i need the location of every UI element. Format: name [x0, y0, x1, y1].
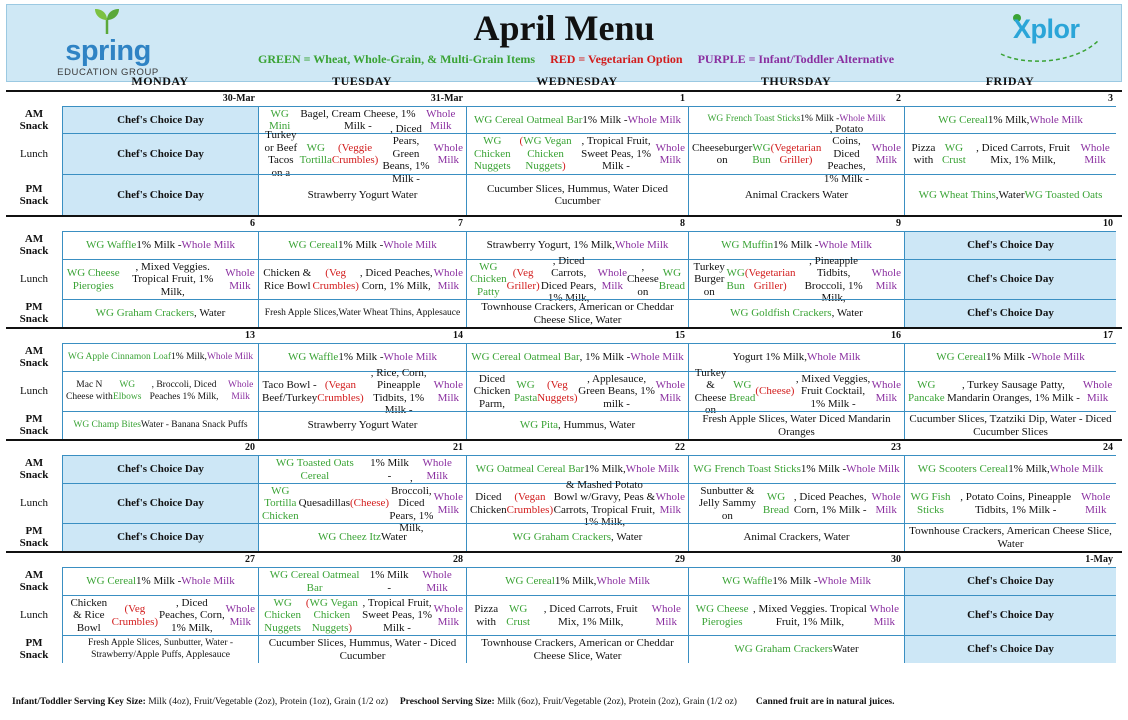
meal-cell-lunch: Taco Bowl - Beef/Turkey (Vegan Crumbles) , Rice, Corn, Pineapple Tidbits, 1% Milk - Whole Milk	[258, 371, 466, 411]
am-row-label: AM Snack	[19, 107, 49, 132]
meal-cell-pm: Cucumber Slices, Tzatziki Dip, Water - Diced Cucumber Slices	[904, 411, 1116, 439]
meal-cell-lunch: WG Tortilla Chicken Quesadillas (Cheese) , Broccoli, Diced Pears, 1% Milk, Whole Milk	[258, 483, 466, 523]
meal-cell-lunch: Pizza with WG Crust , Diced Carrots, Fruit Mix, 1% Milk, Whole Milk	[904, 133, 1116, 174]
lunch-row-label: Lunch	[19, 609, 49, 621]
meal-cell-am: WG Scooters Cereal 1% Milk, Whole Milk	[904, 455, 1116, 483]
meal-cell-am: Chef's Choice Day	[62, 106, 258, 133]
meal-cell-pm: WG Wheat Thins ,Water WG Toasted Oats	[904, 174, 1116, 215]
xplor-logo	[995, 10, 1105, 66]
date-label: 30	[891, 554, 901, 565]
lunch-row-label: Lunch	[19, 147, 49, 160]
meal-cell-lunch: WG Cheese Pierogies , Mixed Veggies. Tropical Fruit, 1% Milk, Whole Milk	[688, 595, 904, 635]
meal-cell-lunch: Chicken & Rice Bowl (Veg Crumbles) , Diced Peaches, Corn, 1% Milk, Whole Milk	[62, 595, 258, 635]
xplor-logo-word: Xplor	[1013, 14, 1080, 44]
date-label: 28	[453, 554, 463, 565]
am-row-label: AM Snack	[19, 569, 49, 593]
meal-cell-pm: WG Champ Bites Water - Banana Snack Puffs	[62, 411, 258, 439]
serving-size-footer	[12, 697, 1122, 707]
meal-cell-am: WG Cereal Oatmeal Bar 1% Milk - Whole Milk	[466, 106, 688, 133]
meal-cell-pm: Chef's Choice Day	[904, 299, 1116, 327]
menu-calendar	[6, 90, 1122, 663]
date-label: 16	[891, 330, 901, 341]
meal-cell-am: WG Mini Bagel, Cream Cheese, 1% Milk - Whole Milk	[258, 106, 466, 133]
meal-cell-lunch: Diced Chicken Parm, WG Pasta (Veg Nuggets) , Applesauce, Green Beans, 1% milk - Whole Milk	[466, 371, 688, 411]
date-label: 15	[675, 330, 685, 341]
date-label: 9	[896, 218, 901, 229]
meal-cell-pm: Fresh Apple Slices,Water Wheat Thins, Applesauce	[258, 299, 466, 327]
day-monday: MONDAY	[131, 74, 189, 88]
day-tuesday: TUESDAY	[332, 74, 392, 88]
meal-cell-lunch: WG Chicken Nuggets (WG Vegan Chicken Nuggets) , Tropical Fruit, Sweet Peas, 1% Milk - Whole Milk	[258, 595, 466, 635]
meal-cell-pm: Chef's Choice Day	[904, 635, 1116, 663]
meal-cell-pm: WG Pita , Hummus, Water	[466, 411, 688, 439]
meal-cell-lunch: Pizza with WG Crust , Diced Carrots, Fruit Mix, 1% Milk, Whole Milk	[466, 595, 688, 635]
date-row-spacer	[6, 441, 62, 455]
meal-cell-am: Chef's Choice Day	[62, 455, 258, 483]
meal-cell-am: WG French Toast Sticks 1% Milk - Whole Milk	[688, 106, 904, 133]
meal-cell-pm: Fresh Apple Slices, Water Diced Mandarin Oranges	[688, 411, 904, 439]
meal-cell-pm: WG Graham Crackers , Water	[62, 299, 258, 327]
meal-cell-am: WG Waffle 1% Milk - Whole Milk	[258, 343, 466, 371]
meal-cell-pm: Cucumber Slices, Hummus, Water - Diced Cucumber	[258, 635, 466, 663]
meal-cell-pm: Chef's Choice Day	[62, 174, 258, 215]
meal-cell-am: WG Cereal 1% Milk - Whole Milk	[904, 343, 1116, 371]
meal-cell-lunch: WG Cheese Pierogies , Mixed Veggies. Tropical Fruit, 1% Milk, Whole Milk	[62, 259, 258, 299]
meal-cell-am: Chef's Choice Day	[904, 231, 1116, 259]
pm-row-label: PM Snack	[19, 301, 49, 325]
date-label: 31-Mar	[430, 93, 463, 104]
color-legend	[258, 52, 958, 67]
date-label: 10	[1103, 218, 1113, 229]
meal-cell-lunch: Diced Chicken (Vegan Crumbles) & Mashed Potato Bowl w/Gravy, Peas & Carrots, Tropical Fruit, 1% Milk, Whole Milk	[466, 483, 688, 523]
lunch-row-label: Lunch	[19, 273, 49, 285]
pm-row-label: PM Snack	[19, 182, 49, 207]
preschool-serving-label: Preschool Serving Size:	[399, 697, 495, 707]
date-label: 1-May	[1085, 554, 1113, 565]
week-5	[6, 551, 1122, 663]
day-thursday: THURSDAY	[760, 74, 832, 88]
meal-cell-lunch: Turkey or Beef Tacos on a WG Tortilla (Veggie Crumbles) , Diced Pears, Green Beans, 1% Milk - Whole Milk	[258, 133, 466, 174]
meal-cell-lunch: Chicken & Rice Bowl (Veg Crumbles) , Diced Peaches, Corn, 1% Milk, Whole Milk	[258, 259, 466, 299]
meal-cell-pm: Townhouse Crackers, American or Cheddar Cheese Slice, Water	[466, 299, 688, 327]
meal-cell-pm: Strawberry Yogurt Water	[258, 411, 466, 439]
week-grid	[6, 92, 1122, 215]
infant-serving-text: Milk (4oz), Fruit/Vegetable (2oz), Protein (1oz), Grain (1/2 oz)	[148, 697, 388, 707]
meal-cell-am: WG Cereal 1% Milk - Whole Milk	[62, 567, 258, 595]
week-1	[6, 90, 1122, 215]
am-row-label: AM Snack	[19, 345, 49, 369]
meal-cell-am: Strawberry Yogurt, 1% Milk, Whole Milk	[466, 231, 688, 259]
meal-cell-lunch: WG Chicken Patty (Veg Griller) , Diced Carrots, Diced Pears, 1% Milk, Whole Milk , Cheese on WG Bread	[466, 259, 688, 299]
meal-cell-pm: WG Goldfish Crackers , Water	[688, 299, 904, 327]
date-row-spacer	[6, 329, 62, 343]
date-label: 17	[1103, 330, 1113, 341]
date-label: 24	[1103, 442, 1113, 453]
meal-cell-am: WG Cereal Oatmeal Bar , 1% Milk - Whole Milk	[466, 343, 688, 371]
meal-cell-am: WG Waffle 1% Milk - Whole Milk	[62, 231, 258, 259]
date-label: 6	[250, 218, 255, 229]
meal-cell-lunch: Turkey & Cheese on WG Bread (Cheese) , Mixed Veggies, Fruit Cocktail, 1% Milk - Whole Milk	[688, 371, 904, 411]
meal-cell-pm: Animal Crackers Water	[688, 174, 904, 215]
meal-cell-am: WG Cereal 1% Milk - Whole Milk	[258, 231, 466, 259]
meal-cell-pm: Fresh Apple Slices, Sunbutter, Water - Strawberry/Apple Puffs, Applesauce	[62, 635, 258, 663]
meal-cell-pm: WG Graham Crackers , Water	[466, 523, 688, 551]
date-label: 3	[1108, 93, 1113, 104]
meal-cell-lunch: Chef's Choice Day	[904, 595, 1116, 635]
date-label: 22	[675, 442, 685, 453]
date-label: 8	[680, 218, 685, 229]
meal-cell-lunch: WG Pancake , Turkey Sausage Patty, Mandarin Oranges, 1% Milk - Whole Milk	[904, 371, 1116, 411]
am-row-label: AM Snack	[19, 457, 49, 481]
canned-fruit-note: Canned fruit are in natural juices.	[755, 697, 895, 707]
week-grid	[6, 217, 1122, 327]
date-row-spacer	[6, 92, 62, 106]
pm-row-label: PM Snack	[19, 525, 49, 549]
pm-row-label: PM Snack	[19, 637, 49, 661]
meal-cell-lunch: Chef's Choice Day	[62, 483, 258, 523]
date-label: 1	[680, 93, 685, 104]
meal-cell-pm: Chef's Choice Day	[62, 523, 258, 551]
meal-cell-lunch: WG Fish Sticks , Potato Coins, Pineapple Tidbits, 1% Milk - Whole Milk	[904, 483, 1116, 523]
meal-cell-am: WG Cereal 1% Milk, Whole Milk	[904, 106, 1116, 133]
meal-cell-pm: Strawberry Yogurt Water	[258, 174, 466, 215]
day-friday: FRIDAY	[985, 74, 1035, 88]
date-label: 23	[891, 442, 901, 453]
date-label: 20	[245, 442, 255, 453]
date-label: 13	[245, 330, 255, 341]
meal-cell-pm: Townhouse Crackers, American Cheese Slice, Water	[904, 523, 1116, 551]
date-label: 27	[245, 554, 255, 565]
meal-cell-am: WG Oatmeal Cereal Bar 1% Milk, Whole Milk	[466, 455, 688, 483]
legend-red: RED = Vegetarian Option	[550, 52, 683, 66]
page-title: April Menu	[473, 8, 655, 48]
meal-cell-am: WG Cereal 1% Milk, Whole Milk	[466, 567, 688, 595]
preschool-serving-text: Milk (6oz), Fruit/Vegetable (2oz), Protein (2oz), Grain (1/2 oz)	[497, 697, 737, 707]
date-label: 29	[675, 554, 685, 565]
legend-purple: PURPLE = Infant/Toddler Alternative	[697, 52, 895, 66]
day-wednesday: WEDNESDAY	[536, 74, 618, 88]
meal-cell-am: Yogurt 1% Milk, Whole Milk	[688, 343, 904, 371]
week-3	[6, 327, 1122, 439]
meal-cell-am: WG Muffin 1% Milk - Whole Milk	[688, 231, 904, 259]
meal-cell-lunch: WG Chicken Nuggets (WG Vegan Chicken Nuggets) , Tropical Fruit, Sweet Peas, 1% Milk - Whole Milk	[466, 133, 688, 174]
weekday-header	[62, 74, 1122, 90]
meal-cell-lunch: Chef's Choice Day	[62, 133, 258, 174]
meal-cell-am: WG French Toast Sticks 1% Milk - Whole Milk	[688, 455, 904, 483]
spring-logo-subtitle: EDUCATION GROUP	[57, 67, 159, 78]
date-label: 7	[458, 218, 463, 229]
date-row-spacer	[6, 553, 62, 567]
meal-cell-lunch: Chef's Choice Day	[904, 259, 1116, 299]
infant-serving-label: Infant/Toddler Serving Key Size:	[12, 697, 146, 707]
meal-cell-pm: WG Cheez Itz Water	[258, 523, 466, 551]
week-grid	[6, 441, 1122, 551]
week-grid	[6, 329, 1122, 439]
meal-cell-am: Chef's Choice Day	[904, 567, 1116, 595]
meal-cell-am: WG Cereal Oatmeal Bar 1% Milk - Whole Milk	[258, 567, 466, 595]
meal-cell-pm: Cucumber Slices, Hummus, Water Diced Cucumber	[466, 174, 688, 215]
am-row-label: AM Snack	[19, 233, 49, 257]
meal-cell-pm: WG Graham Crackers Water	[688, 635, 904, 663]
pm-row-label: PM Snack	[19, 413, 49, 437]
spring-logo-word: spring	[65, 35, 151, 67]
date-label: 2	[896, 93, 901, 104]
date-row-spacer	[6, 217, 62, 231]
week-4	[6, 439, 1122, 551]
meal-cell-lunch: Turkey Burger on WG Bun (Vegetarian Griller) , Pineapple Tidbits, Broccoli, 1% Milk, Whole Milk	[688, 259, 904, 299]
week-grid	[6, 553, 1122, 663]
lunch-row-label: Lunch	[19, 385, 49, 397]
week-2	[6, 215, 1122, 327]
date-label: 21	[453, 442, 463, 453]
meal-cell-am: WG Apple Cinnamon Loaf 1% Milk, Whole Milk	[62, 343, 258, 371]
meal-cell-am: WG Waffle 1% Milk - Whole Milk	[688, 567, 904, 595]
date-label: 14	[453, 330, 463, 341]
meal-cell-lunch: Mac N Cheese with WG Elbows , Broccoli, Diced Peaches 1% Milk, Whole Milk	[62, 371, 258, 411]
meal-cell-am: WG Toasted Oats Cereal 1% Milk - Whole Milk	[258, 455, 466, 483]
legend-green: GREEN = Wheat, Whole-Grain, & Multi-Grain Items	[258, 52, 536, 66]
date-label: 30-Mar	[222, 93, 255, 104]
meal-cell-lunch: Cheeseburger on WG Bun (Vegetarian Griller) , Potato Coins, Diced Peaches, 1% Milk - Whole Milk	[688, 133, 904, 174]
lunch-row-label: Lunch	[19, 497, 49, 509]
meal-cell-lunch: Sunbutter & Jelly Sammy on WG Bread , Diced Peaches, Corn, 1% Milk - Whole Milk	[688, 483, 904, 523]
meal-cell-pm: Townhouse Crackers, American or Cheddar Cheese Slice, Water	[466, 635, 688, 663]
meal-cell-pm: Animal Crackers, Water	[688, 523, 904, 551]
